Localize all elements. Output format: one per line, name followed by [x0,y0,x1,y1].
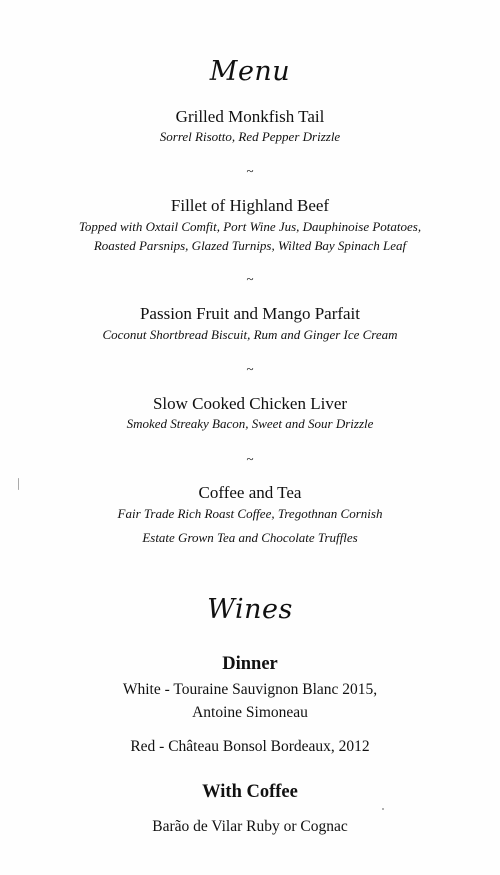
white-wine-line-2: Antoine Simoneau [192,704,308,721]
red-wine-line: Red - Château Bonsol Bordeaux, 2012 [130,738,370,755]
course-4-name: Slow Cooked Chicken Liver [152,394,348,413]
course-2-description-line-1: Topped with Oxtail Comfit, Port Wine Jus, Dauphinoise Potatoes, [78,219,422,234]
scan-mark [18,478,19,490]
wines-title: Wines [207,594,293,625]
course-separator: ~ [246,163,254,178]
course-2-name: Fillet of Highland Beef [170,196,330,215]
course-3-description: Coconut Shortbread Biscuit, Rum and Ginger Ice Cream [102,327,398,342]
course-2-description-line-2: Roasted Parsnips, Glazed Turnips, Wilted Bay Spinach Leaf [93,238,407,253]
course-separator: ~ [246,451,254,466]
scan-mark [382,808,384,810]
course-separator: ~ [246,361,254,376]
course-5-description-line-2: Estate Grown Tea and Chocolate Truffles [142,530,358,545]
course-3-name: Passion Fruit and Mango Parfait [139,304,361,323]
course-1-name: Grilled Monkfish Tail [175,107,325,126]
course-5-description-line-1: Fair Trade Rich Roast Coffee, Tregothnan Cornish [117,506,383,521]
course-separator: ~ [246,271,254,286]
coffee-wine-heading: With Coffee [202,782,298,802]
white-wine-line-1: White - Touraine Sauvignon Blanc 2015, [122,681,378,698]
course-5-name: Coffee and Tea [198,483,302,502]
course-1-description: Sorrel Risotto, Red Pepper Drizzle [159,129,341,144]
coffee-pairing-line: Barão de Vilar Ruby or Cognac [152,818,348,835]
course-4-description: Smoked Streaky Bacon, Sweet and Sour Drizzle [126,416,374,431]
dinner-wine-heading: Dinner [222,654,278,674]
menu-title: Menu [209,56,291,87]
